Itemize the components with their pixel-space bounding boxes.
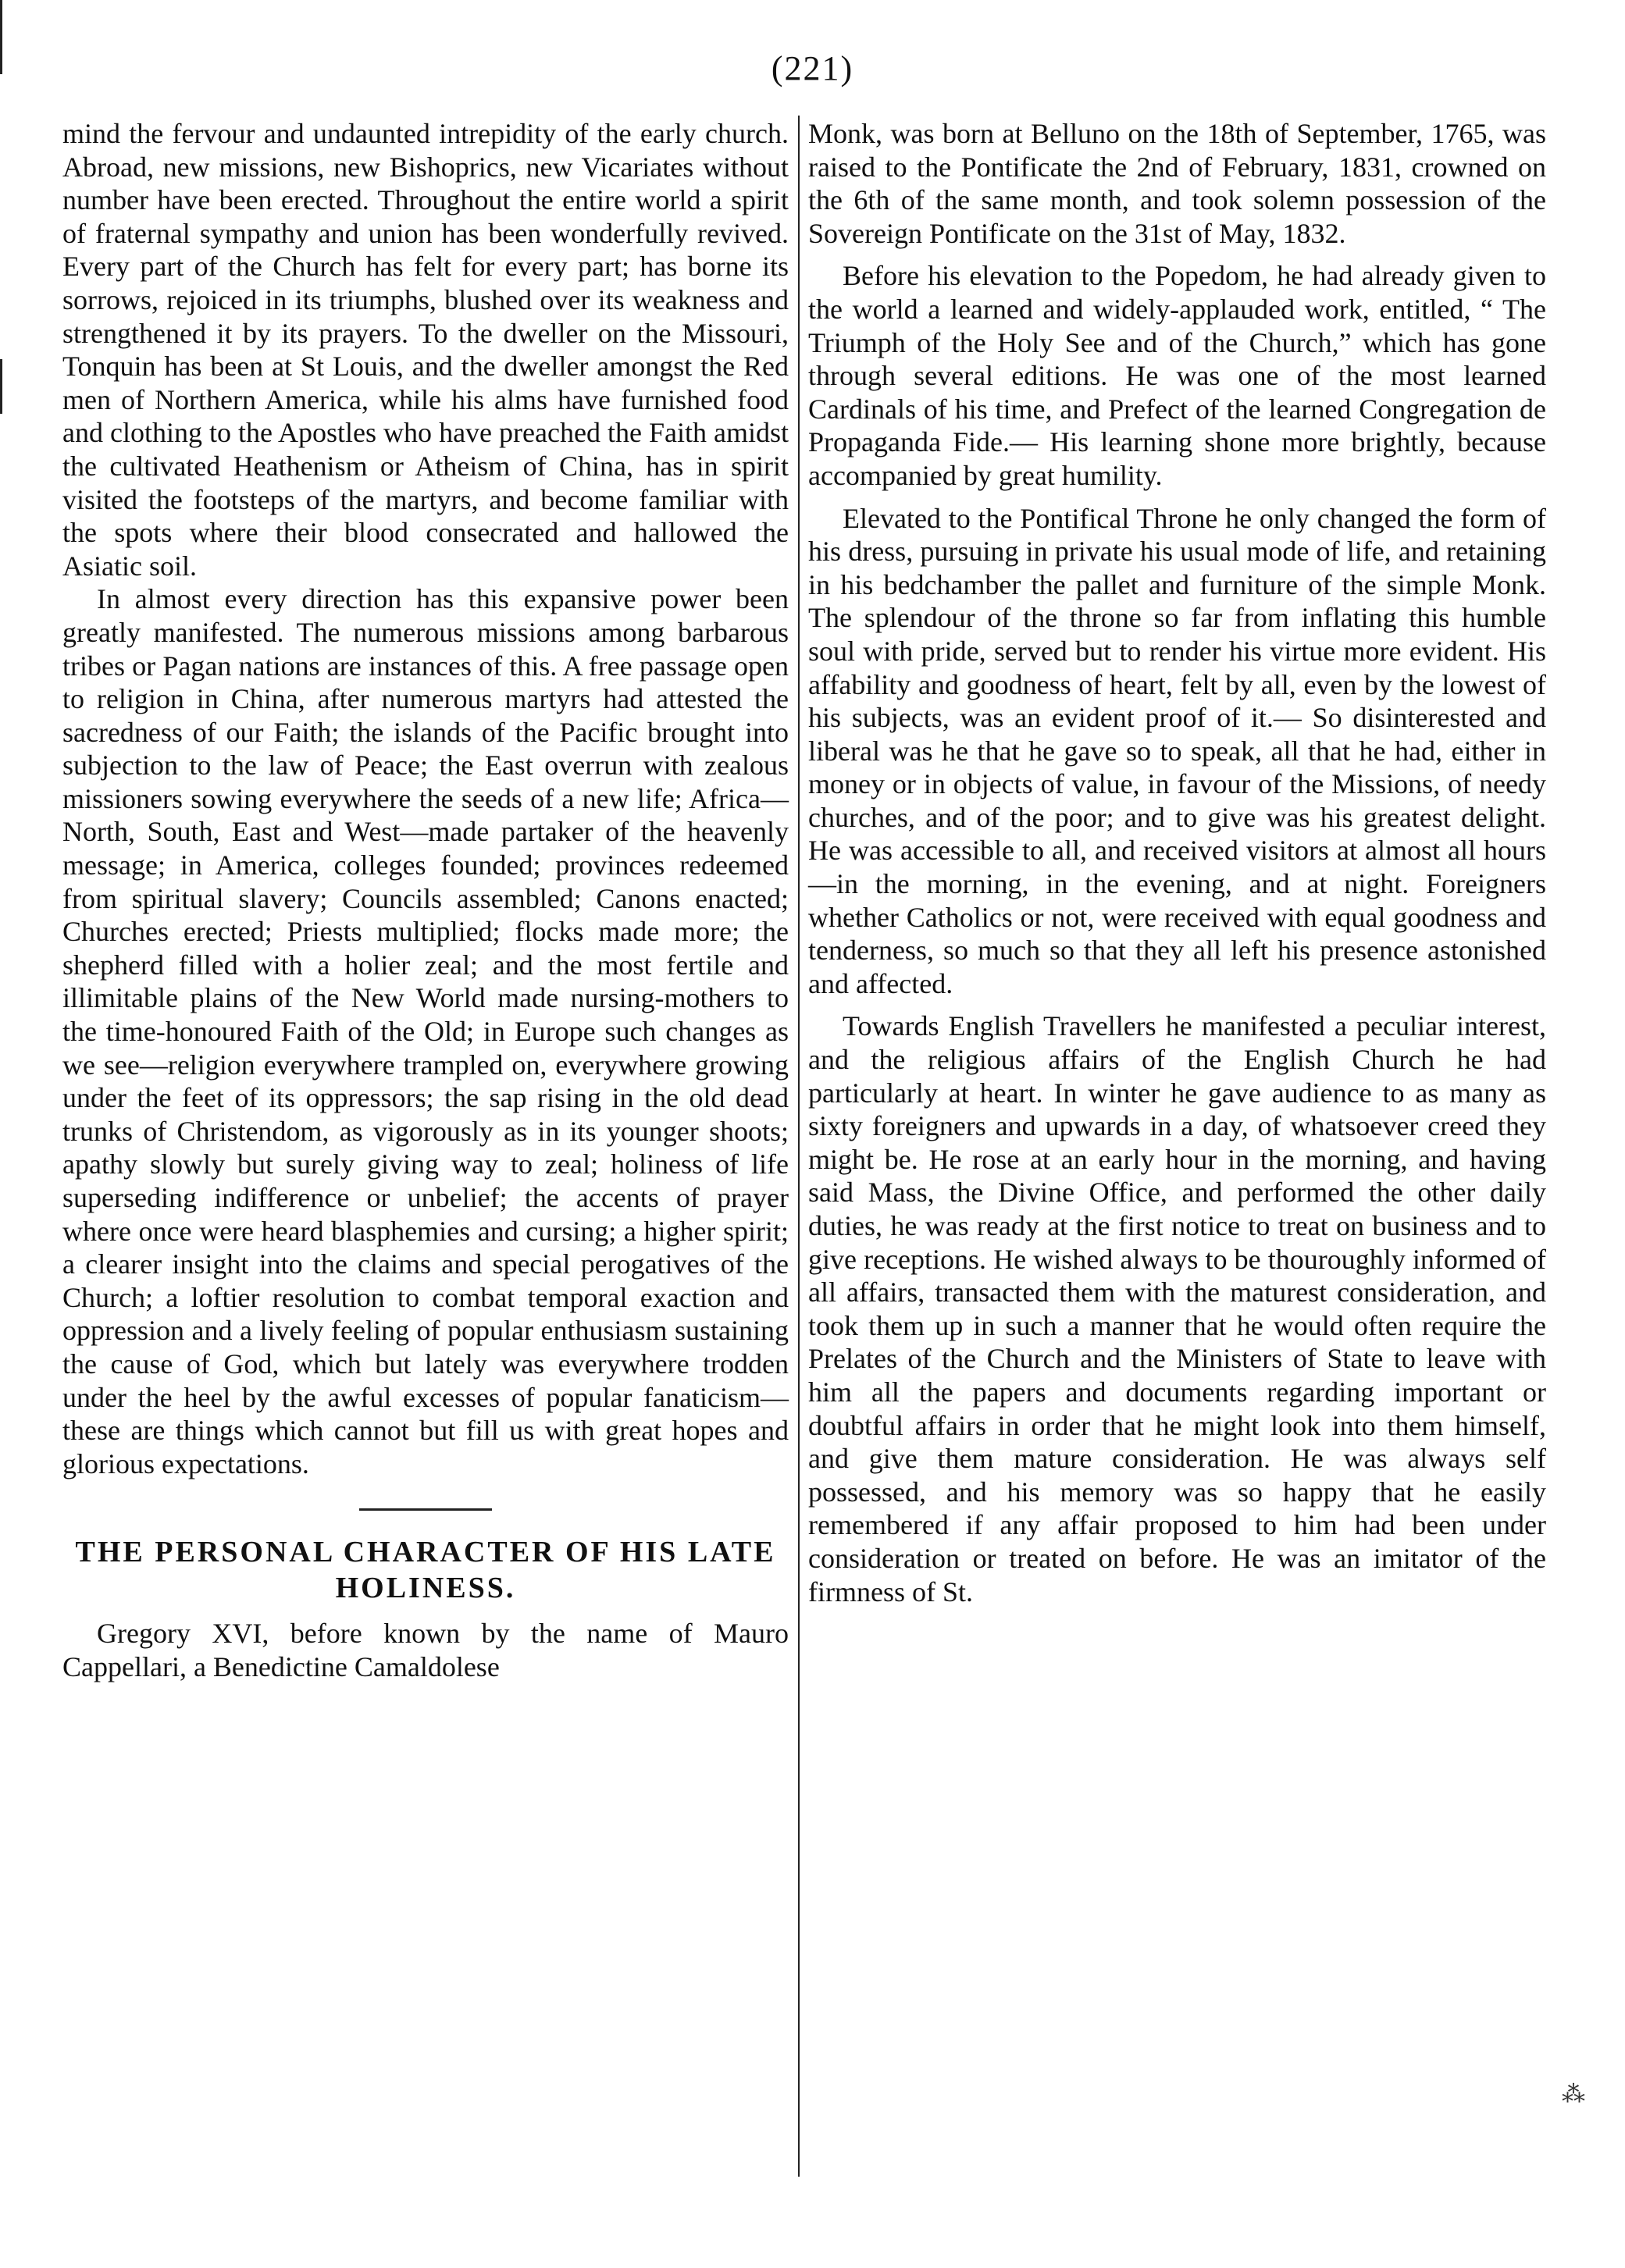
section-heading: THE PERSONAL CHARACTER OF HIS LATE HOLINESS. [75, 1536, 776, 1605]
section-divider [359, 1508, 492, 1511]
column-rule [798, 116, 800, 2177]
paragraph: In almost every direction has this expansive power been greatly manifested. The numerous missions among barbarous tribes or Pagan nations are instances of this. A free passage open to religion in China, after numerous martyrs had attested the sacredness of our Faith; the islands of the Pacific brought into subjection to the law of Peace; the East overrun with zealous missioners sowing everywhere the seeds of a new life; Africa—North, South, East and West—made partaker of the heavenly message; in America, colleges founded; provinces redeemed from spiritual slavery; Councils assembled; Canons enacted; Churches erected; Priests multiplied; flocks made more; the shepherd filled with a holier zeal; and the most fertile and illimitable plains of the New World made nursing-mothers to the time-honoured Faith of the Old; in Europe such changes as we see—religion everywhere trampled on, everywhere growing under the feet of its oppressors; the sap rising in the old dead trunks of Christendom, as vigorously as in its younger shoots; apathy slowly but surely giving way to zeal; holiness of life superseding indifference or unbelief; the accents of prayer where once were heard blasphemies and cursing; a higher spirit; a clearer insight into the claims and special perogatives of the Church; a loftier resolution to combat temporal exaction and oppression and a lively feeling of popular enthusiasm sustaining the cause of God, which but lately was everywhere trodden under the heel by the awful excesses of popular fanaticism—these are things which cannot but fill us with great hopes and glorious expectations. [62, 583, 789, 1479]
paragraph: Before his elevation to the Popedom, he had already given to the world a learned and widely-applauded work, entitled, “ The Triumph of the Holy See and of the Church,” which has gone through several editions. He was one of the most learned Cardinals of his time, and Prefect of the learned Congregation de Propaganda Fide.— His learning shone more brightly, because accompanied by great humility. [808, 260, 1546, 491]
margin-ornament-icon: ⁂ [1562, 2081, 1585, 2107]
left-column [62, 117, 789, 1684]
paragraph: Towards English Travellers he manifested a peculiar interest, and the religious affairs of the English Church he had particularly at heart. In winter he gave audience to as many as sixty foreigners and upwards in a day, of whatsoever creed they might be. He rose at an early hour in the morning, and having said Mass, the Divine Office, and performed the other daily duties, he was ready at the first notice to treat on business and to give receptions. He wished always to be thouroughly informed of all affairs, transacted them with the maturest consideration, and took them up in such a manner that he would often require the Prelates of the Church and the Ministers of State to leave with him all the papers and documents regarding important or doubtful affairs in order that he might look into them himself, and give them mature consideration. He was always self possessed, and his memory was so happy that he easily remembered if any affair proposed to him had been under consideration or treated on before. He was an imitator of the firmness of St. [808, 1010, 1546, 1608]
paragraph: Monk, was born at Belluno on the 18th of September, 1765, was raised to the Pontificate the 2nd of February, 1831, crowned on the 6th of the same month, and took solemn possession of the Sovereign Pontificate on the 31st of May, 1832. [808, 118, 1546, 249]
paragraph: Gregory XVI, before known by the name of Mauro Cappellari, a Benedictine Camaldolese [62, 1618, 789, 1682]
page-number: (221) [771, 49, 854, 87]
left-edge-mark [0, 0, 2, 74]
right-column [808, 117, 1546, 1608]
paragraph: Elevated to the Pontifical Throne he only changed the form of his dress, pursuing in private his usual mode of life, and retaining in his bedchamber the pallet and furniture of the simple Monk. The splendour of the throne so far from inflating this humble soul with pride, served but to render his virtue more evident. His affability and goodness of heart, felt by all, even by the lowest of his subjects, was an evident proof of it.— So disinterested and liberal was he that he gave so to speak, all that he had, either in money or in objects of value, in favour of the Missions, of needy churches, and of the poor; and to give was his greatest delight. He was accessible to all, and received visitors at almost all hours—in the morning, in the evening, and at night. Foreigners whether Catholics or not, were received with equal goodness and tenderness, so much so that they all left his presence astonished and affected. [808, 502, 1546, 999]
paragraph: mind the fervour and undaunted intrepidity of the early church. Abroad, new missions, new Bishoprics, new Vicariates without number have been erected. Throughout the entire world a spirit of fraternal sympathy and union has been wonderfully revived. Every part of the Church has felt for every part; has borne its sorrows, rejoiced in its triumphs, blushed over its weakness and strengthened it by its prayers. To the dweller on the Missouri, Tonquin has been at St Louis, and the dweller amongst the Red men of Northern America, while his alms have furnished food and clothing to the Apostles who have preached the Faith amidst the cultivated Heathenism or Atheism of China, has in spirit visited the footsteps of the martyrs, and become familiar with the spots where their blood consecrated and hallowed the Asiatic soil. [62, 118, 789, 582]
left-edge-mark [0, 359, 2, 414]
